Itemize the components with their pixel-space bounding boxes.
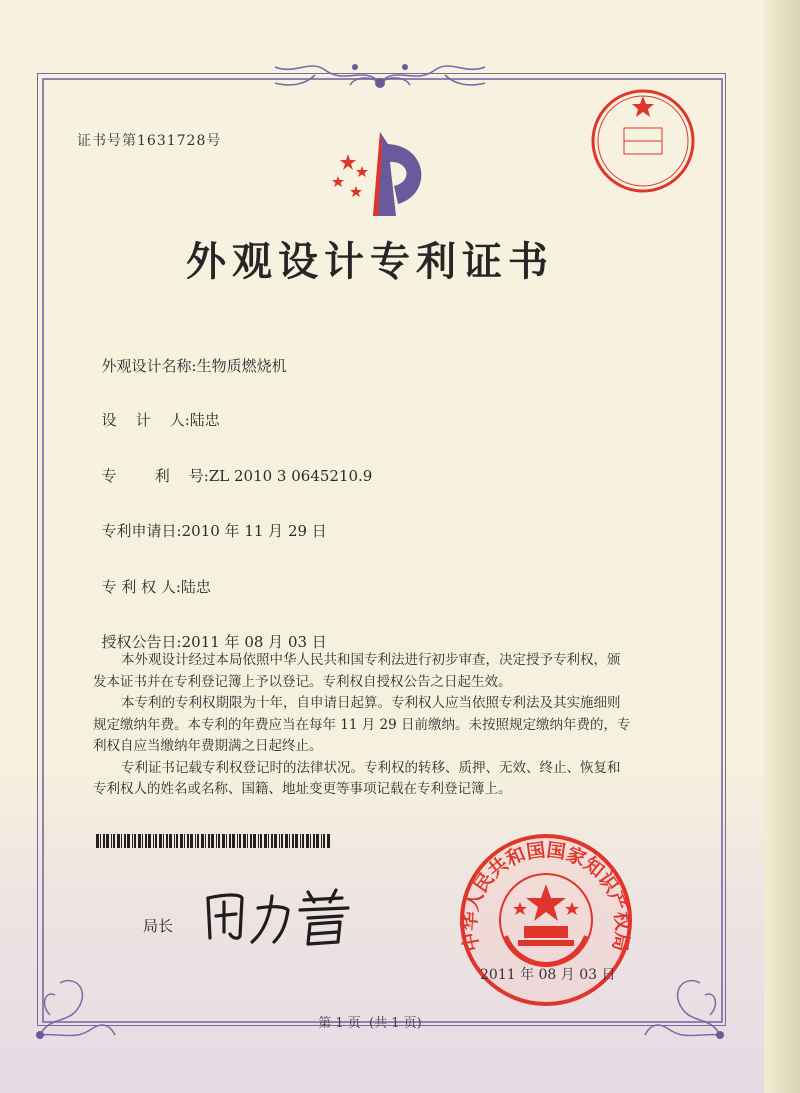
- barcode-bar: [268, 834, 269, 848]
- barcode-bar: [327, 834, 330, 848]
- barcode-bar: [197, 834, 199, 848]
- barcode-icon: [96, 834, 332, 848]
- barcode-bar: [222, 834, 225, 848]
- barcode-bar: [279, 834, 280, 848]
- barcode-bar: [113, 834, 115, 848]
- barcode-bar: [218, 834, 220, 848]
- barcode-bar: [205, 834, 206, 848]
- barcode-bar: [216, 834, 217, 848]
- barcode-bar: [100, 834, 101, 848]
- paragraph-2: [93, 693, 683, 758]
- barcode-bar: [166, 834, 168, 848]
- barcode-bar: [292, 834, 294, 848]
- field-value: 2011 年 08 月 03 日: [181, 633, 327, 651]
- barcode-bar: [232, 834, 235, 848]
- barcode-bar: [142, 834, 143, 848]
- field-value: 陆忠: [189, 411, 220, 429]
- barcode-bar: [195, 834, 196, 848]
- field-value: 陆忠: [180, 578, 211, 596]
- barcode-bar: [300, 834, 301, 848]
- barcode-bar: [124, 834, 126, 848]
- barcode-bar: [117, 834, 120, 848]
- barcode-bar: [169, 834, 172, 848]
- barcode-bar: [289, 834, 290, 848]
- barcode-bar: [106, 834, 109, 848]
- paragraph-1: [93, 650, 683, 693]
- barcode-bar: [176, 834, 178, 848]
- field-patent-number: [92, 447, 372, 486]
- field-label: 专 利 号:: [101, 467, 209, 485]
- paragraph-line: 专利权人的姓名或名称、国籍、地址变更等事项记载在专利登记簿上。: [93, 781, 512, 797]
- barcode-bar: [155, 834, 157, 848]
- barcode-bar: [271, 834, 273, 848]
- paragraph-line: 规定缴纳年费。本专利的年费应当在每年 11 月 29 日前缴纳。未按照规定缴纳年费的，专: [93, 716, 631, 733]
- barcode-bar: [111, 834, 112, 848]
- paragraph-line: 发本证书并在专利登记簿上予以登记。专利权自授权公告之日起生效。: [93, 673, 512, 690]
- barcode-bar: [313, 834, 315, 848]
- paragraph-3: [93, 758, 683, 801]
- barcode-bar: [306, 834, 309, 848]
- certificate-title: 外观设计专利证书: [186, 238, 554, 285]
- paper-edge: [764, 0, 800, 1093]
- barcode-bar: [260, 834, 262, 848]
- field-label: 外观设计名称:: [101, 357, 197, 375]
- barcode-bar: [159, 834, 162, 848]
- barcode-bar: [127, 834, 130, 848]
- field-grant-date: [92, 613, 327, 652]
- barcode-bar: [321, 834, 322, 848]
- barcode-bar: [253, 834, 256, 848]
- barcode-bar: [237, 834, 238, 848]
- field-label: 专 利 权 人:: [101, 578, 181, 596]
- barcode-bar: [174, 834, 175, 848]
- field-label: 专利申请日:: [101, 522, 182, 540]
- barcode-bar: [239, 834, 241, 848]
- field-label: 授权公告日:: [101, 633, 182, 651]
- barcode-bar: [121, 834, 122, 848]
- barcode-bar: [274, 834, 277, 848]
- barcode-bar: [163, 834, 164, 848]
- barcode-bar: [285, 834, 288, 848]
- barcode-bar: [148, 834, 151, 848]
- barcode-bar: [211, 834, 214, 848]
- barcode-bar: [250, 834, 252, 848]
- field-design-name: [92, 337, 287, 376]
- paragraph-line: 本外观设计经过本局依照中华人民共和国专利法进行初步审查，决定授予专利权，颁: [121, 652, 621, 668]
- barcode-bar: [295, 834, 298, 848]
- barcode-bar: [190, 834, 193, 848]
- field-value: 2010 年 11 月 29 日: [181, 522, 327, 540]
- bottom-left-ornament-icon: [30, 955, 120, 1045]
- top-ornament-icon: [255, 45, 505, 95]
- field-label: 设 计 人:: [101, 411, 190, 429]
- barcode-bar: [138, 834, 141, 848]
- field-application-date: [92, 502, 327, 541]
- barcode-bar: [208, 834, 210, 848]
- barcode-bar: [184, 834, 185, 848]
- barcode-bar: [201, 834, 204, 848]
- barcode-bar: [243, 834, 246, 848]
- paragraph-line: 专利证书记载专利权登记时的法律状况。专利权的转移、质押、无效、终止、恢复和: [121, 759, 621, 776]
- barcode-bar: [281, 834, 283, 848]
- signature-label: 局长: [143, 917, 174, 935]
- small-seal-icon: [588, 86, 698, 196]
- barcode-bar: [316, 834, 319, 848]
- paragraph-line: 利权自应当缴纳年费期满之日起终止。: [93, 738, 323, 754]
- barcode-bar: [103, 834, 105, 848]
- paragraph-line: 本专利的专利权期限为十年，自申请日起算。专利权人应当依照专利法及其实施细则: [121, 695, 621, 711]
- field-value: 生物质燃烧机: [196, 357, 287, 375]
- barcode-bar: [132, 834, 133, 848]
- barcode-bar: [134, 834, 136, 848]
- signature-handwriting-icon: [196, 880, 366, 950]
- barcode-bar: [258, 834, 259, 848]
- barcode-bar: [145, 834, 147, 848]
- certificate-number: 证书号第1631728号: [77, 133, 222, 149]
- barcode-bar: [153, 834, 154, 848]
- barcode-bar: [96, 834, 99, 848]
- bottom-right-ornament-icon: [640, 955, 730, 1045]
- barcode-bar: [229, 834, 231, 848]
- barcode-bar: [180, 834, 183, 848]
- field-value: ZL 2010 3 0645210.9: [208, 467, 373, 485]
- field-patentee: [92, 558, 211, 597]
- field-designer: [92, 391, 220, 430]
- barcode-bar: [226, 834, 227, 848]
- page-number: 第 1 页 (共 1 页): [318, 1016, 422, 1031]
- barcode-bar: [310, 834, 311, 848]
- seal-text: 中华人民共和国国家知识产权局: [458, 839, 634, 954]
- barcode-bar: [187, 834, 189, 848]
- seal-date: 2011 年 08 月 03 日: [480, 967, 616, 983]
- barcode-bar: [323, 834, 325, 848]
- barcode-bar: [264, 834, 267, 848]
- patent-office-logo-icon: [318, 124, 438, 224]
- barcode-bar: [247, 834, 248, 848]
- certificate-body: [93, 650, 683, 801]
- barcode-bar: [302, 834, 304, 848]
